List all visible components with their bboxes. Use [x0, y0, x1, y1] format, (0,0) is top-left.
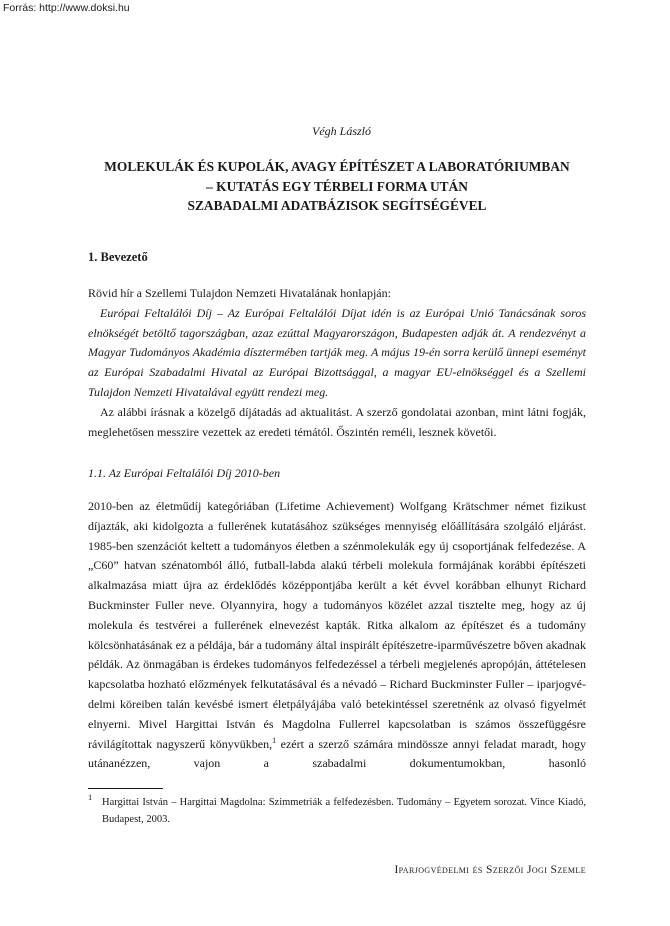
intro-paragraph: Az alábbi írásnak a közelgő díjátadás ad aktualitást. A szerző gondolatai azonban, mint látni fogják, meglehetősen messzire vezettek az eredeti témától. Őszintén reméli, lesznek követői. [88, 404, 586, 439]
footnote-number: 1 [88, 792, 93, 802]
title-line-3: SZABADALMI ADATBÁZISOK SEGÍTSÉGÉVEL [187, 198, 487, 213]
news-quote: Európai Feltalálói Díj – Az Európai Feltalálói Díjat idén is az Európai Unió Tanácsának soros elnökségét betöltő tagországban, azaz ezúttal Magyarországon, Budapesten adják át. A rendezvényt a Magyar Tudományos Akadémia dísztermében tartják meg. A május 19-én sorra kerülő ünnepi eseményt az Európai Szabadalmi Hivatal az Európai Bizottsággal, a magyar EU-elnökséggel és a Szellemi Tulajdon Nemzeti Hivatalával együtt rendezi meg. [88, 305, 586, 399]
source-url: Forrás: http://www.doksi.hu [3, 2, 130, 14]
journal-name-footer: Iparjogvédelmi és Szerzői Jogi Szemle [394, 864, 586, 876]
footnote-divider [88, 788, 163, 789]
prize-body [88, 497, 586, 774]
section-heading-introduction: 1. Bevezető [88, 250, 148, 264]
introduction-body [88, 284, 586, 442]
footnote-text: Hargittai István – Hargittai Magdolna: Szimmetriák a felfedezésben. Tudomány – Egyetem sorozat. Vince Kiadó, Budapest, 2003. [102, 797, 586, 825]
title-line-2: – KUTATÁS EGY TÉRBELI FORMA UTÁN [206, 178, 468, 194]
prize-paragraph-text: 2010-ben az életműdíj kategóriában (Lifetime Achievement) Wolfgang Krätschmer német fizikust díjazták, aki kidolgozta a fullerének kutatásához szükséges mennyiség előállítására szolgáló eljárást. 1985-ben szenzációt keltett a tudományos életben a szénmolekulák egy új csoportjának felfedezése. A „C60” hatvan szénatomból álló, futball-labda alakú térbeli molekula formájának korábbi építészeti alkalmazása miatt újra az érdeklődés középpontjába került a két évvel korábban elhunyt Richard Buckminster Fuller neve. Olyannyira, hogy a tudományos közélet azzal tisztelte meg, hogy az új molekula és testvérei a fullerének elnevezést kapták. Ritka alkalom az építészet és a tudomány kölcsönhatásának ez a példája, bár a tudomány által inspirált építészetre-iparművészetre bőven akadnak példák. Az önmagában is érdekes tudományos felfedezéssel a térbeli megjelenés apropóján, áttételesen kapcsolatba hozható előzmények felkutatásával és a névadó – Richard Buckminster Fuller – iparjogvédelmi köreiben talán kevésbé ismert életpályájába való betekintéssel szeretnénk az olvasó figyelmét elnyerni. Mivel Hargittai István és Magdolna Fullerrel kapcsolatban is számos összefüggésre rávilágítottak nagyszerű könyvükben, [88, 499, 586, 751]
title-line-1: MOLEKULÁK ÉS KUPOLÁK, AVAGY ÉPÍTÉSZET A LABORATÓRIUMBAN [104, 159, 570, 174]
author-name: Végh László [311, 124, 371, 138]
subsection-heading-prize-2010: 1.1. Az Európai Feltalálói Díj 2010-ben [88, 466, 281, 480]
prize-paragraph [88, 497, 586, 774]
footnote-reference: 1 [272, 735, 277, 745]
prize-paragraph-continuation: ezért a szerző számára mindössze annyi feladat maradt, hogy utánanézzen, vajon a szabadalmi dokumentumokban, hasonló [88, 736, 586, 771]
article-title [88, 157, 586, 216]
intro-line: Rövid hír a Szellemi Tulajdon Nemzeti Hivatalának honlapján: [88, 286, 391, 300]
